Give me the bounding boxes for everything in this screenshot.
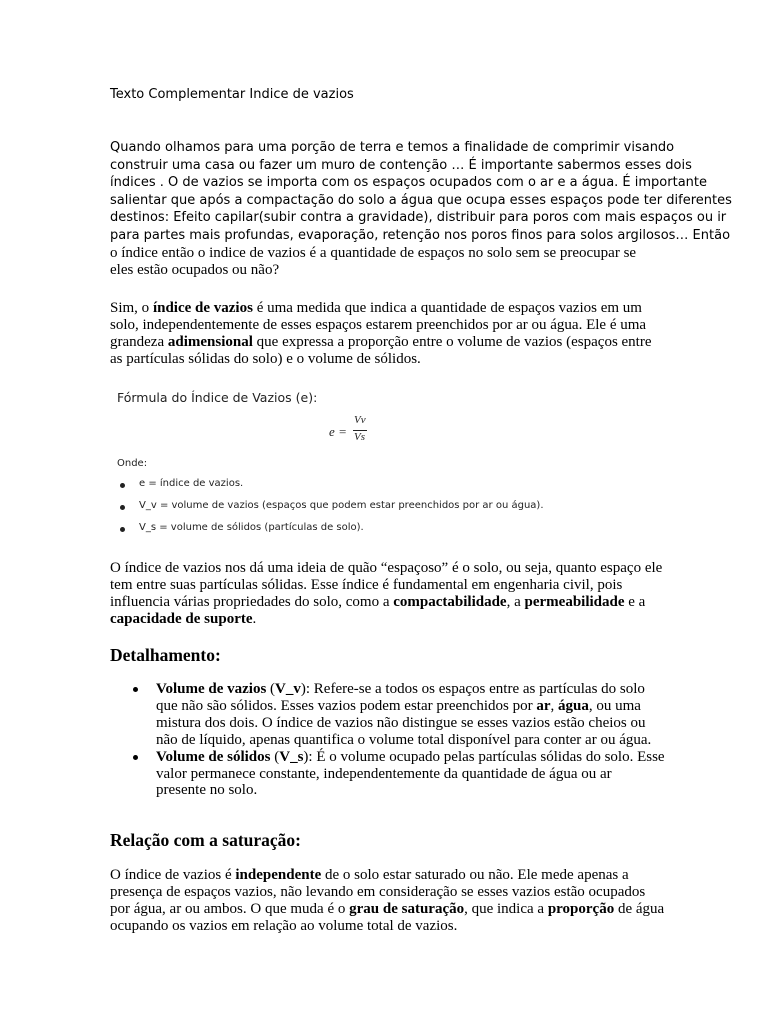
intro-line: Quando olhamos para uma porção de terra e temos a finalidade de comprimir visando	[110, 140, 675, 155]
intro-line: para partes mais profundas, evaporação, retenção nos poros finos para solos argilosos… Então	[110, 227, 731, 243]
bullet-icon	[133, 687, 138, 692]
text-run: de água ocupando os vazios em relação ao volume total de vazios.	[110, 900, 665, 934]
bold-term: ar	[536, 697, 551, 714]
bold-term: grau de saturação	[349, 900, 465, 917]
detalhamento-list	[130, 681, 665, 799]
formula-where-label: Onde:	[117, 458, 148, 469]
bullet-icon	[120, 527, 125, 532]
text-run: , que indica a	[464, 900, 548, 917]
bold-term: capacidade de suporte	[110, 610, 253, 627]
document-title: Texto Complementar Indice de vazios	[110, 87, 354, 102]
formula-denominator: Vs	[354, 431, 365, 443]
bold-term: V_v	[275, 681, 301, 697]
text-run: que expressa a proporção entre o volume de vazios (espaços entre as partículas sólidas do solo) e o volume de sólidos.	[110, 333, 652, 367]
intro-line: destinos: Efeito capilar(subir contra a gravidade), distribuir para poros com mais espaços ou ir	[110, 210, 727, 226]
heading-relacao: Relação com a saturação:	[110, 830, 301, 850]
intro-line: eles estão ocupados ou não?	[110, 262, 280, 279]
bold-term: adimensional	[167, 333, 253, 350]
formula-image	[117, 390, 544, 540]
formula-numerator: Vv	[354, 414, 366, 426]
paragraph-definition	[110, 300, 665, 368]
heading-detalhamento: Detalhamento:	[110, 645, 221, 665]
bold-term: permeabilidade	[524, 593, 625, 610]
bold-term: água	[558, 697, 589, 714]
list-item	[130, 749, 665, 800]
text-run: , ou uma mistura dos dois. O índice de vazios não distingue se esses vazios estão cheios ou não de líquido, apenas quantifica o volume total disponível para conter ar ou água.	[156, 697, 652, 748]
text-run: (	[266, 681, 276, 697]
intro-line: índices . O de vazios se importa com os espaços ocupados com o ar e a água. É importante	[110, 175, 707, 191]
text-run: , a	[506, 593, 525, 610]
bold-term: V_s	[279, 748, 304, 765]
intro-line: construir uma casa ou fazer um muro de contenção … É importante sabermos esses dois	[110, 157, 692, 173]
bullet-icon	[120, 505, 125, 510]
bold-term: proporção	[547, 900, 615, 917]
paragraph-importance	[110, 560, 665, 628]
formula-definitions	[117, 478, 544, 544]
intro-line: salientar que após a compactação do solo a água que ocupa esses espaços pode ter diferentes	[110, 192, 732, 208]
formula-title: Fórmula do Índice de Vazios (e):	[117, 390, 318, 405]
text-run: O índice de vazios nos dá uma ideia de quão “espaçoso” é o solo, ou seja, quanto espaço ele tem entre suas partículas sólidas. Esse índice é fundamental em engenharia civil, pois influencia várias propriedades do solo, como a	[110, 560, 663, 610]
definition-text: e = índice de vazios.	[139, 478, 244, 489]
bold-term: independente	[235, 867, 322, 883]
text-run: (	[270, 748, 280, 765]
bold-term: compactabilidade	[393, 593, 507, 610]
formula-definition-item	[117, 500, 544, 522]
text-run: O índice de vazios é	[110, 867, 236, 883]
list-item	[130, 681, 665, 749]
text-run: .	[252, 610, 257, 627]
text-run: é uma medida que indica a quantidade de espaços vazios em um solo, independentemente de esses espaços estarem preenchidos por ar ou água. Ele é uma grandeza	[110, 300, 647, 350]
text-run: ,	[550, 697, 559, 714]
formula-equals: =	[339, 424, 347, 439]
formula-lhs: e	[329, 424, 335, 439]
bold-term: Volume de sólidos	[156, 748, 271, 765]
definition-text: V_v = volume de vazios (espaços que podem estar preenchidos por ar ou água).	[139, 500, 544, 511]
text-run: ): É o volume ocupado pelas partículas sólidas do solo. Esse valor permanece constante, independentemente da quantidade de água ou ar presente no solo.	[156, 748, 665, 799]
paragraph-saturacao	[110, 867, 665, 935]
bold-term: Volume de vazios	[156, 681, 267, 697]
definition-text: V_s = volume de sólidos (partículas de solo).	[139, 522, 364, 533]
text-run: Sim, o	[110, 300, 153, 316]
text-run: ): Refere-se a todos os espaços entre as partículas do solo que não são sólidos. Esses vazios podem estar preenchidos por	[156, 681, 645, 714]
text-run: de o solo estar saturado ou não. Ele mede apenas a presença de espaços vazios, não levando em consideração se esses vazios estão ocupados por água, ar ou ambos. O que muda é o	[110, 867, 646, 917]
intro-line: o índice então o indice de vazios é a quantidade de espaços no solo sem se preocupar se	[110, 244, 637, 261]
intro-paragraph	[110, 139, 732, 280]
text-run: e a	[624, 593, 646, 610]
formula-definition-item	[117, 478, 544, 500]
bullet-icon	[120, 483, 125, 488]
bullet-icon	[133, 755, 138, 760]
bold-term: índice de vazios	[152, 300, 253, 316]
formula-definition-item	[117, 522, 544, 544]
